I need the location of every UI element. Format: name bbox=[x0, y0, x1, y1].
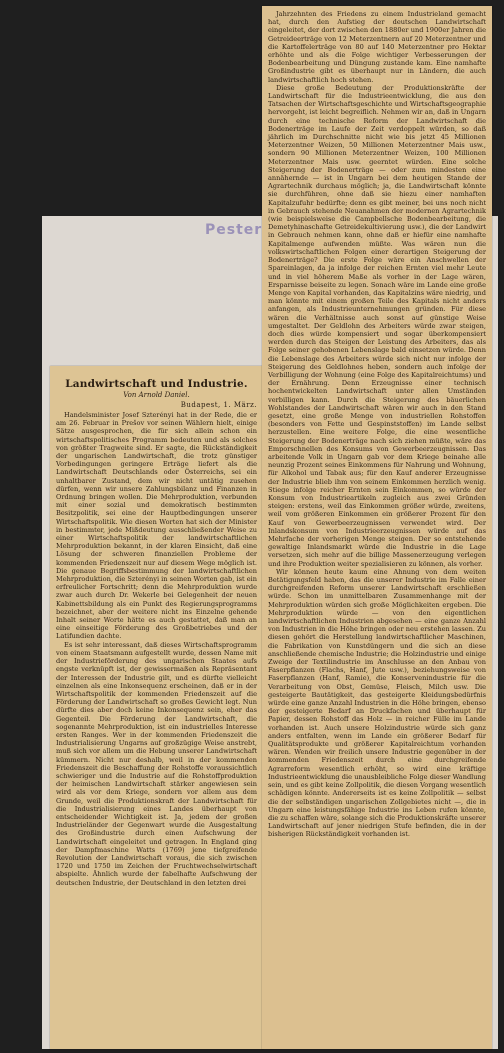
article-dateline: Budapest, 1. März. bbox=[180, 401, 257, 409]
right-column bbox=[262, 6, 492, 839]
library-stamp: Pester bbox=[205, 222, 263, 238]
paragraph: Jahrzehnten des Friedens zu einem Industrieland gemacht hat, durch den Aufstieg der deutschen Landwirtschaft eingeleitet, der dort zwischen den 1880er und 1900er Jahren die Getreideerträge von 12 Meterzentnern auf 20 Meterzentner und die Kartoffelerträge von 80 auf 140 Meterzentner pro Hektar erhöhte und als die Folge wichtiger Verbesserungen der Bodenbearbeitung und Düngung zustande kam. Eine namhafte Großindustrie gibt es überhaupt nur in Ländern, die auch landwirtschaftlich hoch stehen. bbox=[268, 10, 486, 84]
clipping-left bbox=[50, 366, 263, 1049]
paragraph: Handelsminister Josef Szterényi hat in der Rede, die er am 26. Februar in Prešov vor seinen Wählern hielt, einige Sätze ausgesprochen, die für sich allein schon ein wirtschaftspolitisches Programm bedeuten und als solches von größter Tragweite sind. Er sagte, die Rückständigkeit der ungarischen Landwirtschaft, die trotz günstiger Vorbedingungen geringere Erträge liefert als die Landwirtschaft Deutschlands oder Österreichs, sei ein unhaltbarer Zustand, dem wir nicht untätig zusehen dürfen, wenn wir unsere Zahlungsbilanz und Finanzen in Ordnung bringen wollen. Die Mehrproduktion, verbunden mit einer sozial und demokratisch bestimmten Besitzpolitik, sei eine der Hauptbedingungen unserer Wirtschaftspolitik. Wie diesen Worten hat sich der Minister in bestimmter, jede Mißdeutung ausschließender Weise zu einer Wirtschaftspolitik der landwirtschaftlichen Mehrproduktion bekannt, in der klaren Einsicht, daß eine Lösung der schweren finanziellen Probleme der kommenden Friedenszeit nur auf diesem Wege möglich ist. Die genaue Begriffsbestimmung der landwirtschaftlichen Mehrproduktion, die Szterényi in seinen Worten gab, ist ein erfreulicher Fortschritt; denn die Mehrproduktion wurde zwar auch durch Dr. Wekerle bei Gelegenheit der neuen Kabinettsbildung als ein Punkt des Regierungsprogramms bezeichnet, aber der weitere nicht ins Einzelne gehende Inhalt seiner Worte hätte es auch gestattet, daß man an eine einseitige Förderung des Großbetriebes und der Latifundien dachte. bbox=[56, 411, 257, 641]
left-column bbox=[50, 411, 263, 887]
paragraph: Diese große Bedeutung der Produktionskräfte der Landwirtschaft für die Industrieentwicklung, die aus den Tatsachen der Wirtschaftsgeschichte und Wirtschaftsgeographie hervorgeht, ist leicht begreiflich. Nehmen wir an, daß in Ungarn durch eine technische Reform der Landwirtschaft die Bodenerträge im Laufe der Zeit verdoppelt würden, so daß jährlich im Durchschnitte nicht wie bis jetzt 45 Millionen Meterzentner Weizen, 50 Millionen Meterzentner Mais usw., sondern 90 Millionen Meterzentner Weizen, 100 Millionen Meterzentner Mais usw. geerntet würden. Eine solche Steigerung der Bodenerträge — oder zum mindesten eine annähernde — ist in Ungarn bei dem heutigen Stande der Agrartechnik durchaus möglich; ja, die Landwirtschaft könnte sie durchführen, ohne daß sie hiezu einer namhaften Kapitalzufuhr bedürfte; denn es gibt meiner, bei uns noch nicht in Gebrauch stehende Neuanahmen der modernen Agrartechnik (wie beispielsweise die Campbellsche Bodenbearbeitung, die Demetyhinaschafte Getreidekultivierung usw.), die der Landwirt in Gebrauch nehmen kann, ohne daß er hiefür eine namhafte Kapitalmenge aufwenden müßte. Was wären nun die volkswirtschaftlichen Folgen einer derartigen Steigerung der Bodenerträge? Die erste Folge wäre ein Anschwellen der Spareinlagen, da ja infolge der reichen Ernten viel mehr Leute und in viel höherem Maße als vorher in der Lage wären, Ersparnisse beiseite zu legen. Sonach wäre im Lande eine große Menge von Kapital vorhanden, das Kapitalzins wäre niedrig, und man könnte mit einem großen Teile des Kapitals nicht anders anfangen, als Industrieunternehmungen gründen. Für diese wären die Verhältnisse auch sonst auf günstige Weise umgestaltet. Der Geldlohn des Arbeiters würde zwar steigen, doch dies würde kompensiert und sogar überkompensiert werden durch das Steigen der Leistung des Arbeiters, das als Folge seiner gehobenen Lebenslage bald einsetzen würde. Denn die Lebenslage des Arbeiters würde sich nicht nur infolge der Steigerung des Geldlohnes heben, sondern auch infolge der Verbilligung der Wohnung (eine Folge des Kapitalreichtums) und der Ernährung. Denn Erzeugnisse einer technisch hochentwickelten Landwirtschaft unter allen Umständen verbilligen kann. Durch die Steigerung des bäuerlichen Wohlstandes der Landwirtschaft wären wir auch in den Stand gesetzt, eine große Menge von industriellen Rohstoffen (besonders von Fette und Gespinststoffen) im Lande selbst herzustellen. Eine weitere Folge, die eine wesentliche Steigerung der Bodenerträge nach sich ziehen müßte, wäre das Emporschnellen des Konsums von Gewerbeerzeugnissen. Das arbeitende Volk in Ungarn gab vor dem Kriege beinahe alle neunzig Prozent seines Einkommens für Nahrung und Wohnung, für Alkohol und Tabak aus; für den Kauf anderer Erzeugnisse der Industrie blieb ihm von seinem Einkommen herzlich wenig. Stiege infolge reicher Ernten sein Einkommen, so würde der Konsum von Industrieartikeln zugleich aus zwei Gründen steigen: erstens, weil das Einkommen größer würde, zweitens, weil vom größeren Einkommen ein größerer Prozent für den Kauf von Gewerbeerzeugnissen verwendet wird. Der Inlandskonsum von Industrieerzeugnissen würde auf das Mehrfache der vorherigen Menge steigen. Der so entstehende gewaltige Inlandsmarkt würde die Industrie in die Lage versetzen, sich mehr auf die billige Massenerzeugung verlegen und ihre Produktion weiter spezialisieren zu können, als vorher. bbox=[268, 83, 486, 568]
paragraph: Wir können heute kaum eine Ahnung von dem weiten Betätigungsfeld haben, das die unserer Industrie im Falle einer durchgreifenden Reform unserer Landwirtschaft erschließen würde. Schon im unmittelbaren Zusammenhange mit der Mehrproduktion würden sich große Möglichkeiten ergeben. Die Mehrproduktion würde — von den eigentlichen landwirtschaftlichen Industrien abgesehen — eine ganze Anzahl von Industrien in die Höhe bringen oder neu erstehen lassen. Zu diesen gehört die Herstellung landwirtschaftlicher Maschinen, die Fabrikation von Kunstdüngern und die sich an diese anschließende chemische Industrie; die Holzindustrie und einige Zweige der Textilindustrie im Anschlusse an den Anbau von Faserpflanzen (Flachs, Hanf, Jute usw.), beziehungsweise von Faserpflanzen (Hanf, Ramie), die Konservenindustrie für die Verarbeitung von Obst, Gemüse, Fleisch, Milch usw. Die gesteigerte Bautätigkeit, das gesteigerte Kleidungsbedürfnis würde eine ganze Anzahl Industrien in die Höhe bringen, ebenso der gesteigerte Bedarf an Druckfachen und überhaupt für Papier, dessen Rohstoff das Holz — in reicher Fülle im Lande vorhanden ist. Auch unsere Holzindustrie würde sich ganz anders entfalten, wenn im Lande ein größerer Bedarf für Qualitätsprodukte und größerer Kapitalreichtum vorhanden wären. Wenden wir freilich unsere Industrie gegenüber in der kommenden Friedenszeit durch eine durchgreifende Agrarreform wesentlich erhöht, so wird eine kräftige Industrieentwicklung die unausbleibliche Folge dieser Wandlung sein, und es gibt keine Zollpolitik, die diesen Vorgang wesentlich schädigen könnte. Andererseits ist es keine Zollpolitik — selbst die der selbständigen ungarischen Zollgebietes nicht —, die in Ungarn eine leistungsfähige Industrie ins Leben rufen könnte, die zu schaffen wäre, solange sich die Produktionskräfte unserer Landwirtschaft auf jener niedrigen Stufe befinden, die in der bisherigen Rückständigkeit vorhanden ist. bbox=[268, 567, 486, 839]
article-title: Landwirtschaft und Industrie. bbox=[65, 378, 248, 390]
clipping-right bbox=[262, 6, 492, 1049]
article-author: Von Arnold Daniel. bbox=[123, 391, 190, 399]
paragraph: Es ist sehr interessant, daß dieses Wirtschaftsprogramm von einem Staatsmann aufgestellt wurde, dessen Name mit der Industrieförderung des ungarischen Staates aufs engste verknüpft ist, der gewissermaßen als Repräsentant der Interessen der Industrie gilt, und es dürfte vielleicht einzelnen als eine Inkonsequenz erscheinen, daß er in der Wirtschaftspolitik der kommenden Friedenszeit auf die Förderung der Landwirtschaft so großes Gewicht legt. Nun dürfte dies aber doch keine Inkonsequenz sein, eher das Gegenteil. Die Förderung der Landwirtschaft, die sogenannte Mehrproduktion, ist ein industrielles Interesse ersten Ranges. Wer in der kommenden Friedenszeit die Industrialisierung Ungarns auf großzügige Weise anstrebt, muß sich vor allem um die Hebung unserer Landwirtschaft kümmern. Nicht nur deshalb, weil in der kommenden Friedenszeit die Beschaffung der Rohstoffe voraussichtlich schwieriger und die Industrie auf die Rohstoffproduktion der heimischen Landwirtschaft stärker angewiesen sein wird als vor dem Kriege, sondern vor allem aus dem Grunde, weil die Produktionskraft der Landwirtschaft für die Industrialisierung eines Landes überhaupt von entscheidender Wichtigkeit ist. Ja, jedem der großen Industrieländer der Gegenwart wurde die Ausgestaltung des Großindustrie durch einen Aufschwung der Landwirtschaft eingeleitet und getragen. In England ging der Dampfmaschine Watts (1769) jene tiefgreifende Revolution der Landwirtschaft voraus, die sich zwischen 1720 und 1750 im Zeichen der Fruchtwechselwirtschaft abspielte. Ähnlich wurde der fabelhafte Aufschwung der deutschen Industrie, der Deutschland in den letzten drei bbox=[56, 640, 257, 887]
